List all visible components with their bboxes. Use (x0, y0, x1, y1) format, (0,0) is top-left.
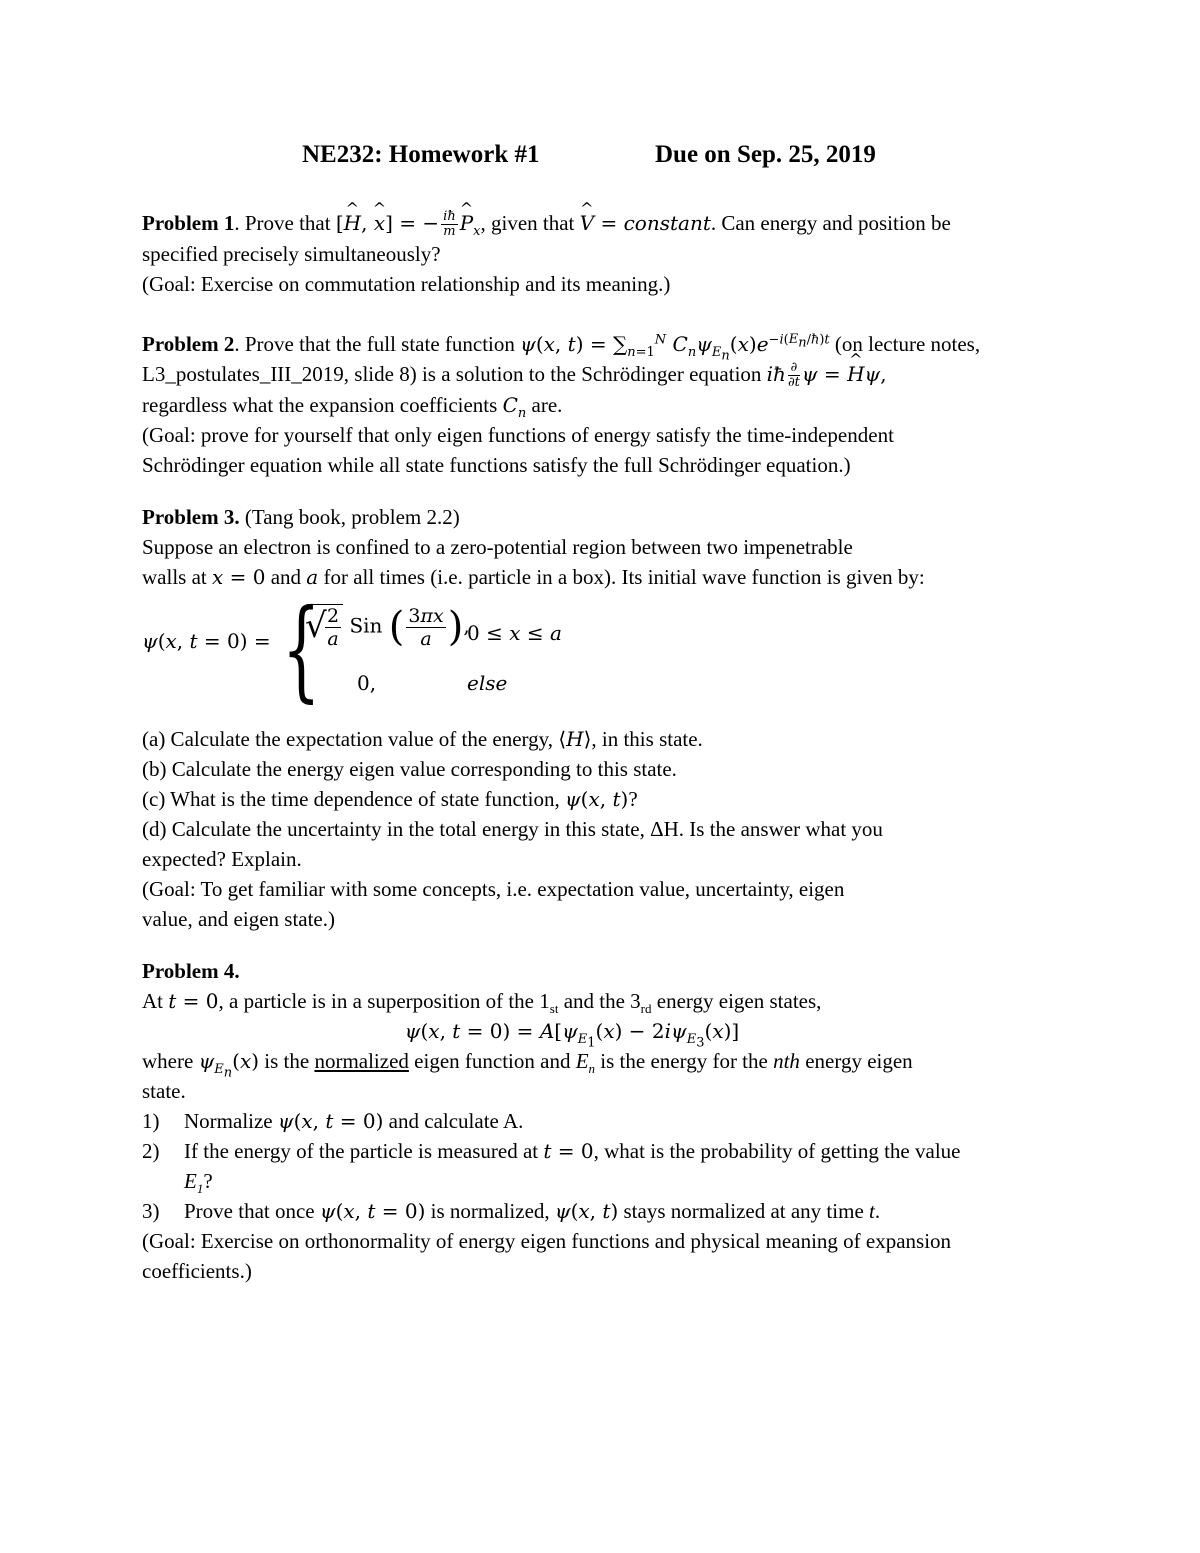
problem-3-text-b: and (265, 565, 307, 589)
t-equals-zero: t = 0 (168, 989, 219, 1013)
problem-4-where (142, 1046, 1062, 1081)
course-title: NE232: Homework #1 (302, 141, 540, 168)
problem-4-text-f: energy eigen states, (651, 989, 822, 1013)
problem-3-goal-1: (Goal: To get familiar with some concepts, i.e. expectation value, uncertainty, eigen (142, 877, 845, 901)
psi-x-t-2: ψ(x, t) (554, 1199, 619, 1223)
problem-2-line-3 (142, 390, 1062, 420)
problem-1-text: . Prove that (234, 211, 336, 235)
problem-3 (142, 502, 1062, 934)
item-2-text: If the energy of the particle is measured at (184, 1139, 544, 1163)
problem-1-question: specified precisely simultaneously? (142, 242, 441, 266)
full-state-function: ψ(x, $t) = \sum_{n=1}^N$ $C_n\psi_{E_n}(x)e^{-i(E_n/ħ)t}$ (520, 332, 830, 364)
problem-2 (142, 329, 1062, 480)
time-t: t (869, 1199, 875, 1223)
problem-3-text-a: walls at (142, 565, 212, 589)
problem-2-goal-2: Schrödinger equation while all state functions satisfy the full Schrödinger equation.) (142, 453, 851, 477)
problem-2-text-4: regardless what the expansion coefficients (142, 393, 503, 417)
item-3-text: Prove that once (184, 1199, 320, 1223)
homework-page (142, 140, 1062, 1286)
psi-x-t: ψ(x, t) (564, 787, 629, 811)
case-inside-box: √ $\frac{2}{a}$ Sin ( $\frac{3\pi x}{a}$ ), (307, 604, 470, 650)
ordinal-rd: rd (640, 1001, 652, 1017)
wall-a: a (306, 565, 319, 589)
problem-3-line-1: Suppose an electron is confined to a zero-potential region between two impenetrable (142, 535, 853, 559)
page-title (142, 140, 1062, 180)
problem-3-b: (b) Calculate the energy eigen value corresponding to this state. (142, 757, 677, 781)
item-1-text: Normalize (184, 1109, 278, 1133)
problem-3-heading (142, 502, 1062, 532)
problem-4-text-b: , a particle is in a superposition of the 1 (218, 989, 550, 1013)
problem-3-source: (Tang book, problem 2.2) (239, 505, 460, 529)
problem-2-label: Problem 2 (142, 332, 235, 356)
coefficient-cn: $C_n$ (502, 393, 527, 421)
x-equals-zero: x = 0 (211, 565, 266, 589)
problem-3-a-text-2: , in this state. (591, 727, 703, 751)
problem-3-text-c: for all times (i.e. particle in a box). Its initial wave function is given by: (318, 565, 925, 589)
problem-2-line-2 (142, 359, 1062, 390)
schrodinger-equation: iħ $\frac{\partial}{\partial t}$ ψ = ^ Hψ, (767, 362, 887, 386)
problem-3-c-text-2: ? (628, 787, 638, 811)
problem-3-a (142, 724, 1062, 754)
problem-4-heading (142, 956, 1062, 986)
psi-en: $\psi_{E_n}(x)$ (198, 1049, 260, 1081)
problem-4-item-3 (142, 1196, 1062, 1226)
where-text-4: eigen function and (408, 1049, 576, 1073)
where-text-6: is the energy for the (595, 1049, 774, 1073)
problem-1-statement (142, 208, 1062, 239)
problem-1-text-2: , given that (480, 211, 580, 235)
problem-1-text-3: . Can energy and position be (710, 211, 951, 235)
item-3-text-3: stays normalized at any time (618, 1199, 870, 1223)
problem-1 (142, 208, 1062, 299)
problem-4-item-2 (142, 1136, 1062, 1166)
problem-2-text: . Prove that the full state function (234, 332, 521, 356)
problem-4-line-1 (142, 986, 1062, 1016)
potential-constant: ^ V = constant (580, 211, 711, 235)
superposition-equation: ψ(x, $t = 0) = A[\psi_{E_1}(x) - 2i\psi_{E_3}(x)]$ (404, 1019, 740, 1051)
problem-1-goal: (Goal: Exercise on commutation relationship and its meaning.) (142, 272, 671, 296)
normalized-underlined: normalized (314, 1049, 409, 1073)
item-1-number: 1) (142, 1109, 160, 1133)
item-2-text-2: , what is the probability of getting the value (593, 1139, 961, 1163)
problem-4-goal-2: coefficients.) (142, 1259, 252, 1283)
problem-3-c (142, 784, 1062, 814)
problem-2-text-2: (on lecture notes, (829, 332, 981, 356)
where-text-8: energy eigen (799, 1049, 913, 1073)
item-3-number: 3) (142, 1199, 160, 1223)
psi-t0: ψ(x, t = 0) (277, 1109, 384, 1133)
t-zero-2: t = 0 (543, 1139, 594, 1163)
nth-italic: nth (773, 1049, 800, 1073)
problem-4-text-a: At (142, 989, 169, 1013)
problem-1-label: Problem 1 (142, 211, 235, 235)
item-3-text-2: is normalized, (425, 1199, 555, 1223)
energy-subscript-1: 1 (196, 1181, 204, 1197)
problem-2-text-5: are. (526, 393, 563, 417)
problem-4-text-d: and the 3 (558, 989, 641, 1013)
problem-4-item-1 (142, 1106, 1062, 1136)
piecewise-brace: { (282, 585, 321, 713)
problem-4-state: state. (142, 1079, 186, 1103)
item-1-text-2: and calculate A. (383, 1109, 524, 1133)
problem-4 (142, 956, 1062, 1286)
problem-3-c-text: (c) What is the time dependence of state function, (142, 787, 565, 811)
where-text-2: is the (259, 1049, 315, 1073)
wave-function-lhs: ψ(x, t = 0) = (142, 629, 271, 653)
case-inside-condition: 0 ≤ x ≤ a (467, 621, 562, 645)
problem-3-d-2: expected? Explain. (142, 847, 302, 871)
problem-2-text-3: L3_postulates_III_2019, slide 8) is a solution to the Schrödinger equation (142, 362, 767, 386)
problem-2-statement (142, 329, 1062, 364)
problem-2-goal-1: (Goal: prove for yourself that only eigen functions of energy satisfy the time-independent (142, 423, 894, 447)
commutator-equation: [^ H, ^ x] = − $\frac{iħ}{m}$ ^ $P_x$ (336, 211, 481, 235)
ordinal-st: st (549, 1001, 559, 1017)
problem-4-label: Problem 4. (142, 959, 240, 983)
due-date: Due on Sep. 25, 2019 (655, 141, 876, 168)
problem-3-d-1: (d) Calculate the uncertainty in the total energy in this state, ΔH. Is the answer what you (142, 817, 883, 841)
problem-3-line-2 (142, 562, 1062, 592)
energy-subscript-n: n (588, 1061, 596, 1077)
expectation-h: ⟨H⟩ (558, 727, 592, 751)
problem-4-item-2-cont (142, 1166, 1062, 1196)
energy-e1: E (184, 1169, 197, 1193)
initial-wave-function (142, 585, 1062, 713)
item-2-question-mark: ? (203, 1169, 213, 1193)
problem-3-a-text: (a) Calculate the expectation value of the energy, (142, 727, 559, 751)
case-else-value: 0, (357, 671, 377, 695)
problem-3-goal-2: value, and eigen state.) (142, 907, 335, 931)
energy-e: E (575, 1049, 589, 1073)
psi-t0-2: ψ(x, t = 0) (319, 1199, 426, 1223)
problem-4-goal-1: (Goal: Exercise on orthonormality of energy eigen functions and physical meaning of expansion (142, 1229, 952, 1253)
where-text: where (142, 1049, 199, 1073)
problem-3-label: Problem 3. (142, 505, 240, 529)
item-3-period: . (874, 1199, 881, 1223)
case-else-condition: else (467, 671, 508, 695)
item-2-number: 2) (142, 1139, 160, 1163)
